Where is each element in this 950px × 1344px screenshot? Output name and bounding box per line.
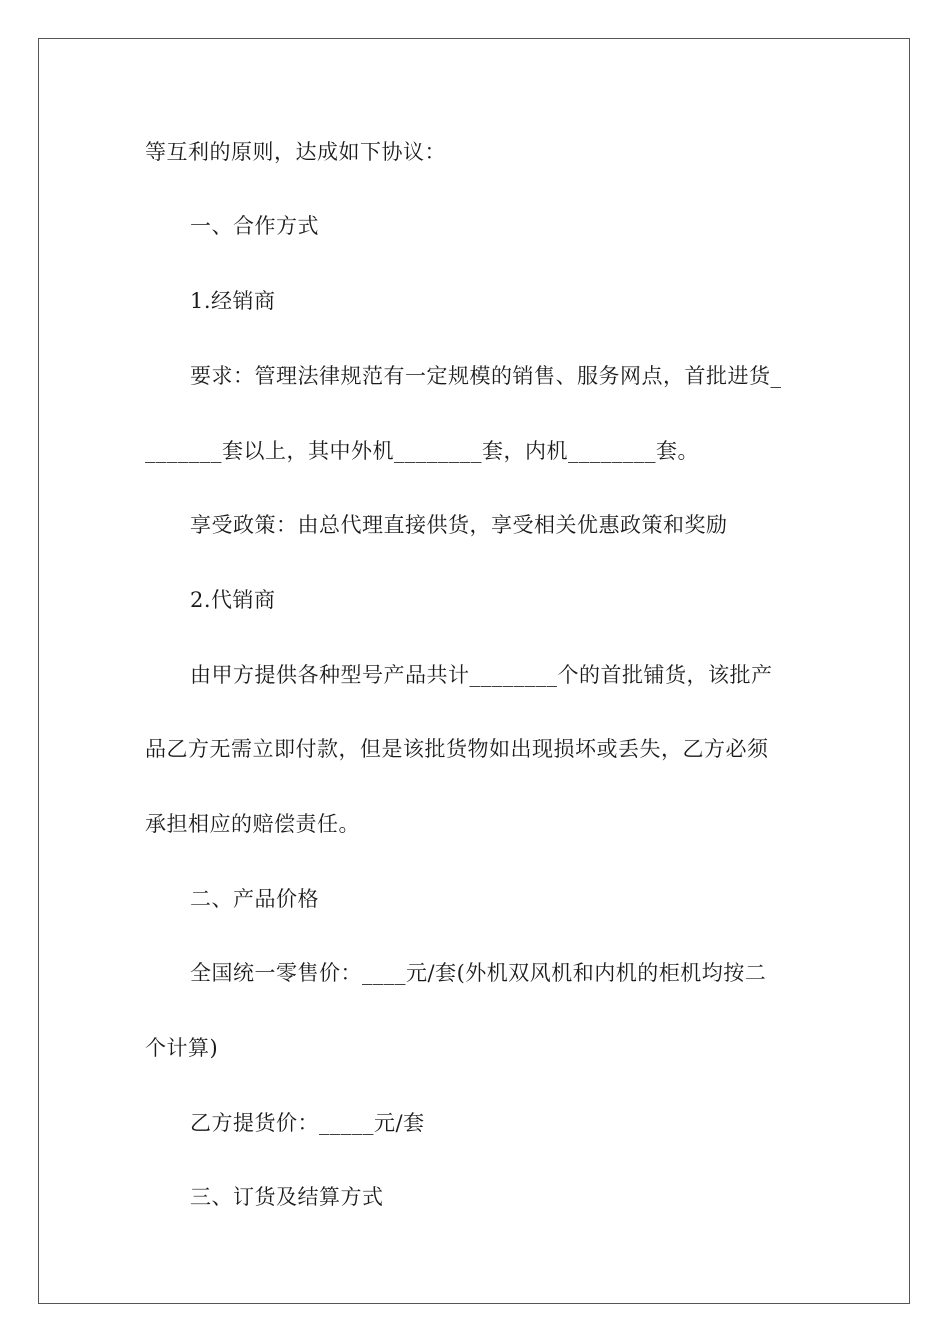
consignment-paragraph-cont-1: 品乙方无需立即付款，但是该批货物如出现损坏或丢失，乙方必须 xyxy=(145,737,769,761)
distributor-policy: 享受政策：由总代理直接供货，享受相关优惠政策和奖励 xyxy=(190,513,728,537)
distributor-requirements-cont: _______套以上，其中外机________套，内机________套。 xyxy=(145,439,699,463)
subheading-distributor: 1.经销商 xyxy=(190,289,276,313)
heading-cooperation-method: 一、合作方式 xyxy=(190,214,319,238)
retail-price-cont: 个计算) xyxy=(145,1036,219,1060)
retail-price: 全国统一零售价：____元/套(外机双风机和内机的柜机均按二 xyxy=(190,961,767,985)
subheading-consignment-agent: 2.代销商 xyxy=(190,588,276,612)
heading-product-price: 二、产品价格 xyxy=(190,887,319,911)
pickup-price: 乙方提货价：_____元/套 xyxy=(190,1111,425,1135)
consignment-paragraph: 由甲方提供各种型号产品共计________个的首批铺货，该批产 xyxy=(190,663,773,687)
distributor-requirements: 要求：管理法律规范有一定规模的销售、服务网点，首批进货_ xyxy=(190,364,782,388)
heading-ordering-settlement: 三、订货及结算方式 xyxy=(190,1185,384,1209)
paragraph-intro-end: 等互利的原则，达成如下协议： xyxy=(145,140,446,164)
consignment-paragraph-cont-2: 承担相应的赔偿责任。 xyxy=(145,812,360,836)
